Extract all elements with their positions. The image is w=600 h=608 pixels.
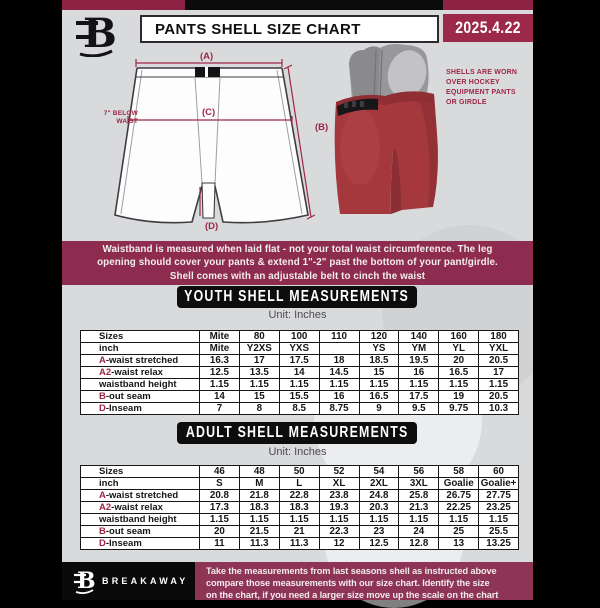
value-cell: 17 (479, 367, 519, 379)
youth-section-banner (177, 286, 417, 308)
table-row (81, 343, 519, 355)
value-cell: 14.5 (319, 367, 359, 379)
value-cell: 17 (239, 355, 279, 367)
row-label: D-Inseam (81, 403, 200, 415)
value-cell: 18.5 (359, 355, 399, 367)
value-cell: 19.5 (399, 355, 439, 367)
value-cell: 48 (239, 466, 279, 478)
value-cell: 23.25 (479, 502, 519, 514)
value-cell: 17.3 (200, 502, 240, 514)
value-cell: 12.8 (399, 538, 439, 550)
table-row (81, 538, 519, 550)
table-row (81, 391, 519, 403)
value-cell: 46 (200, 466, 240, 478)
value-cell: 1.15 (239, 379, 279, 391)
row-label: inch (81, 478, 200, 490)
value-cell: 20.3 (359, 502, 399, 514)
value-cell: L (279, 478, 319, 490)
value-cell: 10.3 (479, 403, 519, 415)
row-label: A2-waist relax (81, 502, 200, 514)
value-cell: Y2XS (239, 343, 279, 355)
label-C: (C) (202, 107, 216, 118)
date-badge (443, 14, 533, 42)
value-cell: 11.3 (279, 538, 319, 550)
value-cell: 160 (439, 331, 479, 343)
value-cell: 1.15 (279, 379, 319, 391)
youth-size-table (80, 330, 519, 415)
value-cell: Goalie+ (479, 478, 519, 490)
measure-letter: B (99, 391, 106, 402)
row-label: waistband height (81, 514, 200, 526)
adult-unit-label: Unit: Inches (268, 446, 327, 458)
value-cell: 25.5 (479, 526, 519, 538)
value-cell: 16.5 (359, 391, 399, 403)
value-cell: 18 (319, 355, 359, 367)
value-cell: 17.5 (399, 391, 439, 403)
value-cell: 15 (359, 367, 399, 379)
table-row (81, 403, 519, 415)
value-cell: 120 (359, 331, 399, 343)
value-cell: 20 (200, 526, 240, 538)
row-label: inch (81, 343, 200, 355)
label-D: (D) (205, 221, 219, 232)
value-cell: 14 (200, 391, 240, 403)
value-cell: 60 (479, 466, 519, 478)
value-cell: 13.25 (479, 538, 519, 550)
top-decorative-bar (62, 0, 533, 10)
value-cell: 20.8 (200, 490, 240, 502)
row-label: A-waist stretched (81, 355, 200, 367)
shell-product-photo (330, 42, 448, 222)
value-cell: 1.15 (399, 379, 439, 391)
label-A: (A) (200, 51, 214, 62)
value-cell: 2XL (359, 478, 399, 490)
size-chart-flyer (62, 0, 533, 600)
value-cell: 9 (359, 403, 399, 415)
value-cell: 27.75 (479, 490, 519, 502)
value-cell: M (239, 478, 279, 490)
row-label: A-waist stretched (81, 490, 200, 502)
value-cell: 56 (399, 466, 439, 478)
value-cell: 22.25 (439, 502, 479, 514)
table-row (81, 367, 519, 379)
value-cell (319, 343, 359, 355)
table-row (81, 502, 519, 514)
value-cell: 100 (279, 331, 319, 343)
value-cell: YXL (479, 343, 519, 355)
value-cell: 16 (399, 367, 439, 379)
value-cell: 18.3 (279, 502, 319, 514)
value-cell: 15.5 (279, 391, 319, 403)
waist-note: 7" BELOW WAIST (103, 110, 138, 125)
row-label: Sizes (81, 331, 200, 343)
value-cell: Goalie (439, 478, 479, 490)
value-cell: 1.15 (439, 514, 479, 526)
value-cell: 8.75 (319, 403, 359, 415)
date-text: 2025.4.22 (455, 18, 521, 37)
value-cell: 1.15 (359, 379, 399, 391)
value-cell: 21 (279, 526, 319, 538)
value-cell: XL (319, 478, 359, 490)
measure-letter: A2 (99, 367, 112, 378)
value-cell: 13.5 (239, 367, 279, 379)
photo-caption: SHELLS ARE WORN OVER HOCKEY EQUIPMENT PANTS OR GIRDLE (446, 69, 518, 106)
value-cell: 50 (279, 466, 319, 478)
value-cell: 16 (319, 391, 359, 403)
table-row (81, 526, 519, 538)
value-cell: 17.5 (279, 355, 319, 367)
value-cell: 1.15 (239, 514, 279, 526)
value-cell: 14 (279, 367, 319, 379)
value-cell: 13 (439, 538, 479, 550)
measure-letter: A (99, 355, 106, 366)
value-cell: 20 (439, 355, 479, 367)
breakaway-logo-small-icon (73, 568, 97, 594)
page-title: PANTS SHELL SIZE CHART (140, 15, 439, 43)
value-cell: 12.5 (359, 538, 399, 550)
value-cell: 1.15 (359, 514, 399, 526)
value-cell: 12.5 (200, 367, 240, 379)
value-cell: 1.15 (200, 514, 240, 526)
value-cell: 22.8 (279, 490, 319, 502)
table-row (81, 478, 519, 490)
value-cell: 23.8 (319, 490, 359, 502)
value-cell: 180 (479, 331, 519, 343)
value-cell: 7 (200, 403, 240, 415)
brand-box (62, 562, 195, 600)
value-cell: Mite (200, 343, 240, 355)
value-cell: 3XL (399, 478, 439, 490)
value-cell: 52 (319, 466, 359, 478)
adult-size-table (80, 465, 519, 550)
value-cell: 12 (319, 538, 359, 550)
adult-section-title: ADULT SHELL MEASUREMENTS (185, 424, 409, 441)
footer-instructions: Take the measurements from last seasons shell as instructed above compare those measurements with our size chart. Identify the size on the chart, if you need a larger size move up the scale on the chart (195, 562, 533, 600)
row-label: A2-waist relax (81, 367, 200, 379)
value-cell: 1.15 (279, 514, 319, 526)
topbar-maroon-right (443, 0, 533, 10)
value-cell: 8 (239, 403, 279, 415)
value-cell: 54 (359, 466, 399, 478)
topbar-maroon-left (62, 0, 185, 10)
value-cell: 1.15 (319, 379, 359, 391)
table-row (81, 466, 519, 478)
topbar-black-middle (185, 0, 443, 10)
svg-text:B: B (77, 568, 96, 594)
row-label: D-Inseam (81, 538, 200, 550)
value-cell: YM (399, 343, 439, 355)
value-cell: 80 (239, 331, 279, 343)
value-cell: 58 (439, 466, 479, 478)
value-cell: 140 (399, 331, 439, 343)
value-cell: 1.15 (439, 379, 479, 391)
value-cell: 9.5 (399, 403, 439, 415)
value-cell: 26.75 (439, 490, 479, 502)
measure-letter: B (99, 526, 106, 537)
table-row (81, 379, 519, 391)
adult-section-banner (177, 422, 417, 444)
youth-section-title: YOUTH SHELL MEASUREMENTS (184, 288, 410, 305)
value-cell: 11 (200, 538, 240, 550)
value-cell: 20.5 (479, 355, 519, 367)
value-cell: 8.5 (279, 403, 319, 415)
value-cell: 9.75 (439, 403, 479, 415)
measure-letter: D (99, 403, 106, 414)
table-row (81, 355, 519, 367)
value-cell: 19 (439, 391, 479, 403)
value-cell: 24.8 (359, 490, 399, 502)
svg-text:B: B (83, 11, 117, 57)
measure-letter: A (99, 490, 106, 501)
brand-name: BREAKAWAY (102, 576, 189, 586)
value-cell: 24 (399, 526, 439, 538)
measure-letter: D (99, 538, 106, 549)
label-B: (B) (315, 122, 329, 133)
value-cell: 11.3 (239, 538, 279, 550)
table-row (81, 514, 519, 526)
table-row (81, 331, 519, 343)
shell-measurement-diagram (102, 48, 334, 242)
value-cell: 16.5 (439, 367, 479, 379)
value-cell: 1.15 (399, 514, 439, 526)
row-label: B-out seam (81, 391, 200, 403)
value-cell: 1.15 (479, 379, 519, 391)
measure-letter: A2 (99, 502, 112, 513)
value-cell: 110 (319, 331, 359, 343)
value-cell: 21.8 (239, 490, 279, 502)
value-cell: 25.8 (399, 490, 439, 502)
row-label: waistband height (81, 379, 200, 391)
value-cell: 1.15 (200, 379, 240, 391)
waistband-note-banner: Waistband is measured when laid flat - not your total waist circumference. The leg opening should cover your pants & extend 1"-2" past the bottom of your pant/girdle. Shell comes with an adjustable belt to cinch the waist (62, 241, 533, 285)
value-cell: 23 (359, 526, 399, 538)
value-cell: 15 (239, 391, 279, 403)
youth-unit-label: Unit: Inches (268, 309, 327, 321)
value-cell: 25 (439, 526, 479, 538)
row-label: Sizes (81, 466, 200, 478)
value-cell: YS (359, 343, 399, 355)
table-row (81, 490, 519, 502)
value-cell: S (200, 478, 240, 490)
value-cell: 20.5 (479, 391, 519, 403)
value-cell: 19.3 (319, 502, 359, 514)
value-cell: Mite (200, 331, 240, 343)
value-cell: 21.5 (239, 526, 279, 538)
value-cell: 16.3 (200, 355, 240, 367)
value-cell: 18.3 (239, 502, 279, 514)
value-cell: 22.3 (319, 526, 359, 538)
value-cell: YXS (279, 343, 319, 355)
value-cell: 1.15 (319, 514, 359, 526)
value-cell: 21.3 (399, 502, 439, 514)
value-cell: 1.15 (479, 514, 519, 526)
value-cell: YL (439, 343, 479, 355)
row-label: B-out seam (81, 526, 200, 538)
